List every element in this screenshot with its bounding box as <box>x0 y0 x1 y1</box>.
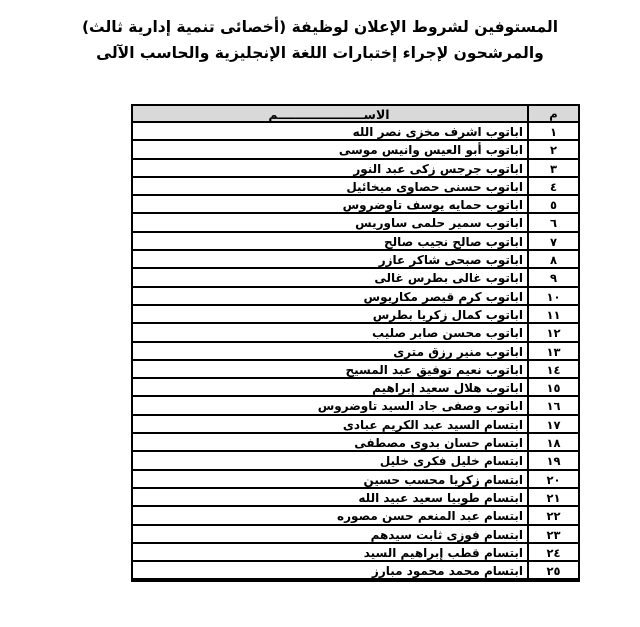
name-cell: اباتوب اشرف مخزى نصر الله <box>352 125 523 139</box>
table-row <box>133 562 578 580</box>
table-row <box>133 452 578 470</box>
serial-cell: ٢٣ <box>527 526 578 542</box>
serial-cell: ١ <box>527 123 578 139</box>
name-cell: ابتسام خليل فكرى خليل <box>379 454 523 469</box>
serial-cell: ٣ <box>527 160 578 176</box>
name-cell: اباتوب أبو العيس وانيس موسى <box>338 143 523 158</box>
table-row <box>133 361 578 379</box>
name-cell: اباتوب منير رزق مترى <box>393 344 523 359</box>
table-row <box>133 141 578 159</box>
table-row <box>133 306 578 324</box>
name-cell: اباتوب كمال زكريا بطرس <box>372 307 523 322</box>
serial-cell: ٦ <box>527 214 578 230</box>
name-cell: اباتوب كرم قيصر مكاريوس <box>363 289 523 304</box>
table-row <box>133 269 578 287</box>
serial-cell: ٤ <box>527 178 578 194</box>
table-row <box>133 507 578 525</box>
name-cell: ابتسام حسان بدوى مصطفى <box>354 436 523 451</box>
serial-cell: ١٦ <box>527 397 578 413</box>
serial-cell: ٢٠ <box>527 471 578 487</box>
name-cell: اباتوب نعيم توفيق عبد المسيح <box>345 362 523 377</box>
serial-cell: ٩ <box>527 269 578 285</box>
serial-cell: ٢٥ <box>527 562 578 578</box>
table-row <box>133 178 578 196</box>
serial-cell: ١٤ <box>527 361 578 377</box>
document-title <box>0 14 640 66</box>
serial-cell: ١٥ <box>527 379 578 395</box>
name-cell: اباتوب حسنى حصاوى ميخائيل <box>346 179 523 194</box>
name-cell: اباتوب هلال سعيد إبراهيم <box>372 381 523 396</box>
name-cell: اباتوب غالى بطرس غالى <box>374 271 523 286</box>
name-cell: اباتوب محسن صابر صليب <box>371 326 523 341</box>
table-row <box>133 379 578 397</box>
name-cell: اباتوب صالح نجيب صالح <box>383 234 523 249</box>
name-cell: ابتسام طوبيا سعيد عبيد الله <box>358 490 523 505</box>
table-row <box>133 397 578 415</box>
name-cell: اباتوب جرجس زكى عبد النور <box>353 161 523 176</box>
name-cell: اباتوب وصفى جاد السيد تاوضروس <box>317 399 523 414</box>
name-cell: اباتوب حمايه يوسف تاوضروس <box>342 198 523 213</box>
name-column-header: الاســــــــــــــــــــم <box>268 107 390 121</box>
table-row <box>133 434 578 452</box>
serial-cell: ٢٤ <box>527 544 578 560</box>
name-cell: ابتسام قطب إبراهيم السيد <box>363 545 523 560</box>
name-cell: ابتسام فوزى ثابت سيدهم <box>370 527 523 542</box>
table-row <box>133 123 578 141</box>
table-row <box>133 288 578 306</box>
table-row <box>133 160 578 178</box>
serial-cell: ١١ <box>527 306 578 322</box>
serial-cell: ٢ <box>527 141 578 157</box>
table-row <box>133 416 578 434</box>
table-row <box>133 526 578 544</box>
document-title-line-2: والمرشحون لإجراء إختبارات اللغة الإنجليزية والحاسب الآلى <box>96 44 544 62</box>
table-row <box>133 214 578 232</box>
serial-cell: ١٠ <box>527 288 578 304</box>
name-cell: ابتسام زكريا محسب حسين <box>363 472 523 487</box>
table-row <box>133 251 578 269</box>
serial-cell: ١٧ <box>527 416 578 432</box>
table-row <box>133 471 578 489</box>
name-cell: ابتسام السيد عبد الكريم عبادى <box>342 417 523 432</box>
table-row <box>133 343 578 361</box>
serial-cell: ١٢ <box>527 324 578 340</box>
serial-cell: ٢٢ <box>527 507 578 523</box>
name-cell: ابتسام عبد المنعم حسن مصوره <box>337 509 523 524</box>
table-header-row <box>133 106 578 123</box>
serial-cell: ١٣ <box>527 343 578 359</box>
table-body <box>133 123 578 580</box>
table-row <box>133 544 578 562</box>
table-row <box>133 324 578 342</box>
serial-cell: ٧ <box>527 233 578 249</box>
serial-cell: ٨ <box>527 251 578 267</box>
serial-cell: ١٩ <box>527 452 578 468</box>
name-cell: ابتسام محمد محمود مبارز <box>371 564 523 579</box>
name-cell: اباتوب صبحى شاكر عازر <box>378 253 523 268</box>
document-title-line-1: المستوفين لشروط الإعلان لوظيفة (أخصائى تنمية إدارية ثالث) <box>81 18 559 36</box>
serial-cell: ٥ <box>527 196 578 212</box>
serial-column-header: م <box>527 106 578 121</box>
applicants-table <box>131 104 580 582</box>
serial-cell: ٢١ <box>527 489 578 505</box>
table-row <box>133 489 578 507</box>
serial-cell: ١٨ <box>527 434 578 450</box>
table-row <box>133 233 578 251</box>
table-row <box>133 196 578 214</box>
name-cell: اباتوب سمير حلمى ساوريس <box>355 216 523 231</box>
